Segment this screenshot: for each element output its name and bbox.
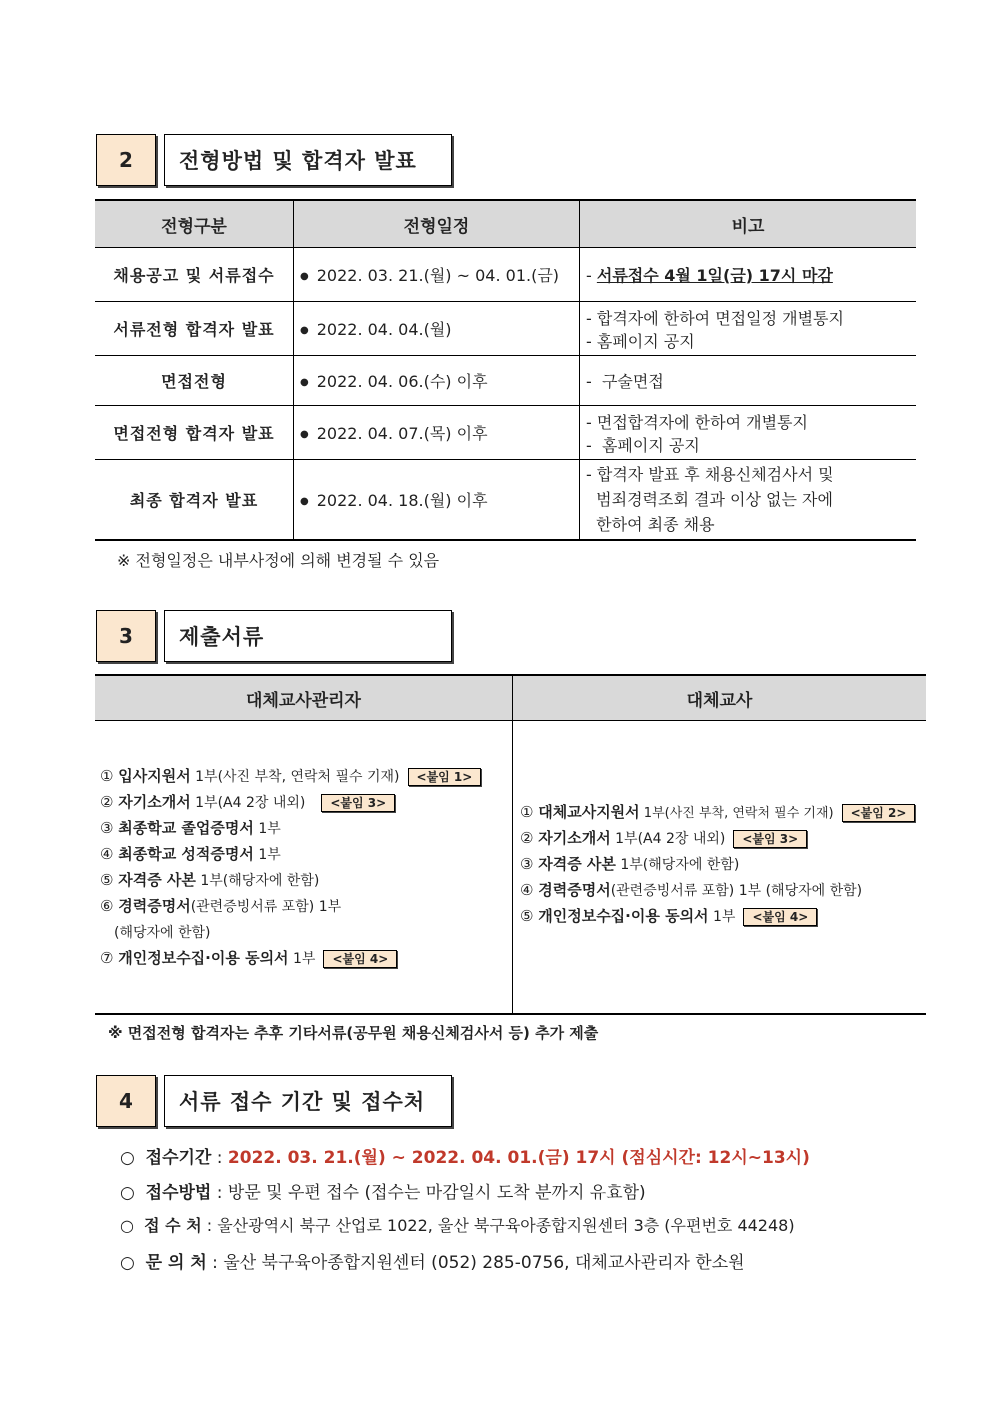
list-item: ⑦ 개인정보수집·이용 동의서 1부 <붙임 4> xyxy=(100,946,511,972)
column-header: 대체교사 xyxy=(513,675,927,721)
section-title: 제출서류 xyxy=(164,610,452,662)
inquiry-contact: ○ 문 의 처 : 울산 북구육아종합지원센터 (052) 285-0756, 대체교사관리자 한소원 xyxy=(120,1253,745,1273)
application-place: ○ 접 수 처 : 울산광역시 북구 산업로 1022, 울산 북구육아종합지원센터 3층 (우편번호 44248) xyxy=(120,1216,795,1235)
table-row xyxy=(95,302,916,356)
notes-cell: - 서류접수 4월 1일(금) 17시 마감 xyxy=(580,248,917,302)
documents-table xyxy=(95,674,926,1015)
attachment-tag: <붙임 1> xyxy=(408,768,482,786)
date-cell: ● 2022. 03. 21.(월) ~ 04. 01.(금) xyxy=(294,248,580,302)
date-cell: ● 2022. 04. 06.(수) 이후 xyxy=(294,356,580,406)
teacher-docs-cell xyxy=(513,721,927,1015)
attachment-tag: <붙임 2> xyxy=(842,804,916,822)
list-item: ③ 최종학교 졸업증명서 1부 xyxy=(100,819,281,837)
section-3-header xyxy=(96,610,452,662)
list-item: ① 대체교사지원서 1부(사진 부착, 연락처 필수 기재) <붙임 2> xyxy=(520,800,925,826)
column-header: 대체교사관리자 xyxy=(95,675,513,721)
attachment-tag: <붙임 4> xyxy=(743,908,817,926)
list-item: ② 자기소개서 1부(A4 2장 내외) <붙임 3> xyxy=(100,790,511,816)
date-cell: ● 2022. 04. 04.(월) xyxy=(294,302,580,356)
section-title: 전형방법 및 합격자 발표 xyxy=(164,134,452,186)
manager-docs-list xyxy=(96,722,511,972)
schedule-note: ※ 전형일정은 내부사정에 의해 변경될 수 있음 xyxy=(117,551,440,570)
list-item: ⑤ 개인정보수집·이용 동의서 1부 <붙임 4> xyxy=(520,904,925,930)
attachment-tag: <붙임 4> xyxy=(323,950,397,968)
list-item: ② 자기소개서 1부(A4 2장 내외) <붙임 3> xyxy=(520,826,925,852)
list-item: ① 입사지원서 1부(사진 부착, 연락처 필수 기재) <붙임 1> xyxy=(100,764,511,790)
notes-cell: - 합격자 발표 후 채용신체검사서 및 범죄경력조회 결과 이상 없는 자에 한하여 최종 채용 xyxy=(580,460,917,540)
column-header: 비고 xyxy=(580,200,917,248)
column-header: 전형일정 xyxy=(294,200,580,248)
application-method: ○ 접수방법 : 방문 및 우편 접수 (접수는 마감일시 도착 분까지 유효함) xyxy=(120,1183,646,1203)
category-cell: 서류전형 합격자 발표 xyxy=(95,302,294,356)
section-number: 4 xyxy=(96,1075,156,1127)
attachment-tag: <붙임 3> xyxy=(733,830,807,848)
documents-note: ※ 면접전형 합격자는 추후 기타서류(공무원 채용신체검사서 등) 추가 제출 xyxy=(108,1024,599,1042)
list-item: ④ 최종학교 성적증명서 1부 xyxy=(100,845,281,863)
table-row xyxy=(95,248,916,302)
category-cell: 채용공고 및 서류접수 xyxy=(95,248,294,302)
column-header: 전형구분 xyxy=(95,200,294,248)
list-item: ④ 경력증명서(관련증빙서류 포함) 1부 (해당자에 한함) xyxy=(520,881,863,899)
notes-cell: - 면접합격자에 한하여 개별통지 - 홈페이지 공지 xyxy=(580,406,917,460)
application-period: ○ 접수기간 : 2022. 03. 21.(월) ~ 2022. 04. 01.(금) 17시 (점심시간: 12시~13시) xyxy=(120,1148,810,1168)
date-cell: ● 2022. 04. 18.(월) 이후 xyxy=(294,460,580,540)
date-cell: ● 2022. 04. 07.(목) 이후 xyxy=(294,406,580,460)
section-title: 서류 접수 기간 및 접수처 xyxy=(164,1075,452,1127)
teacher-docs-list xyxy=(514,722,925,930)
list-item: ⑥ 경력증명서(관련증빙서류 포함) 1부 (해당자에 한함) xyxy=(100,897,342,941)
table-row xyxy=(95,356,916,406)
schedule-table xyxy=(95,199,916,541)
category-cell: 최종 합격자 발표 xyxy=(95,460,294,540)
notes-cell: - 합격자에 한하여 면접일정 개별통지 - 홈페이지 공지 xyxy=(580,302,917,356)
section-4-header xyxy=(96,1075,452,1127)
section-number: 3 xyxy=(96,610,156,662)
attachment-tag: <붙임 3> xyxy=(321,794,395,812)
notes-cell: - 구술면접 xyxy=(580,356,917,406)
manager-docs-cell xyxy=(95,721,513,1015)
section-number: 2 xyxy=(96,134,156,186)
table-row xyxy=(95,460,916,540)
list-item: ③ 자격증 사본 1부(해당자에 한함) xyxy=(520,855,740,873)
category-cell: 면접전형 합격자 발표 xyxy=(95,406,294,460)
category-cell: 면접전형 xyxy=(95,356,294,406)
section-2-header xyxy=(96,134,452,186)
list-item: ⑤ 자격증 사본 1부(해당자에 한함) xyxy=(100,871,320,889)
table-row xyxy=(95,406,916,460)
